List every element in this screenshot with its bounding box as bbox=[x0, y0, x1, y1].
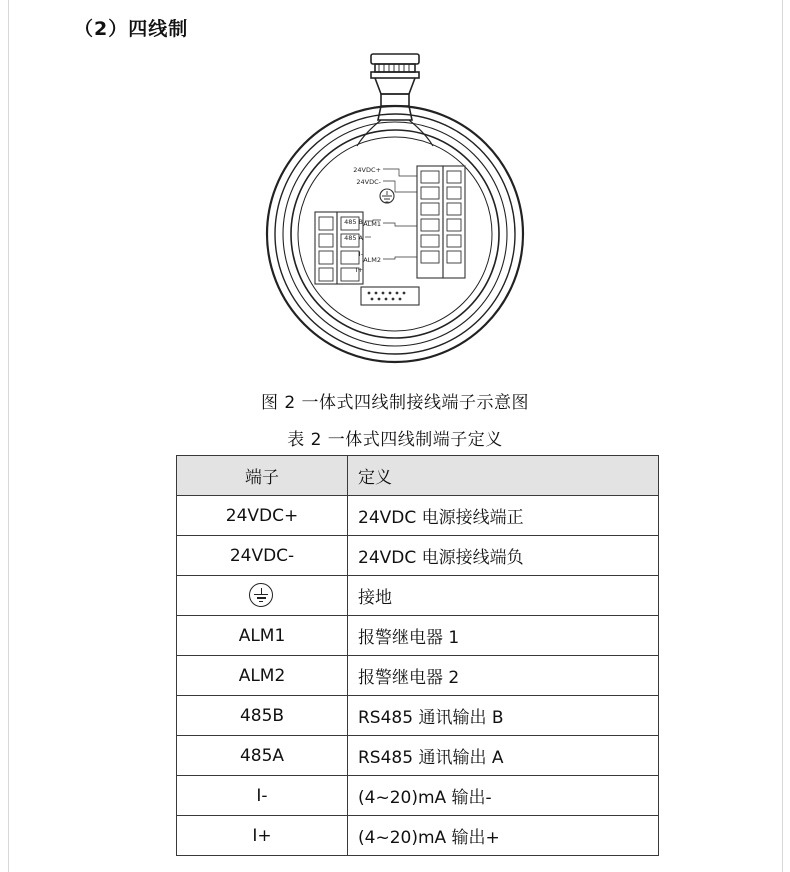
cell-terminal-ground bbox=[177, 576, 348, 616]
cell-terminal: I+ bbox=[177, 816, 348, 856]
table-body bbox=[177, 496, 659, 856]
svg-text:ALM1: ALM1 bbox=[363, 220, 381, 228]
cell-terminal: 485B bbox=[177, 696, 348, 736]
svg-text:24VDC-: 24VDC- bbox=[356, 178, 381, 186]
cell-definition: RS485 通讯输出 A bbox=[348, 736, 659, 776]
table-row bbox=[177, 576, 659, 616]
svg-text:I-: I- bbox=[358, 250, 363, 258]
table-row bbox=[177, 496, 659, 536]
cell-definition: 接地 bbox=[348, 576, 659, 616]
table-row bbox=[177, 696, 659, 736]
svg-text:ALM2: ALM2 bbox=[363, 256, 381, 264]
transmitter-diagram-svg bbox=[185, 44, 605, 384]
cell-terminal: ALM2 bbox=[177, 656, 348, 696]
table-row bbox=[177, 536, 659, 576]
section-heading: （2）四线制 bbox=[74, 18, 189, 40]
cell-terminal: 24VDC+ bbox=[177, 496, 348, 536]
cell-definition: 报警继电器 1 bbox=[348, 616, 659, 656]
table-header-row bbox=[177, 456, 659, 496]
svg-text:485 A: 485 A bbox=[344, 234, 363, 242]
cell-terminal: I- bbox=[177, 776, 348, 816]
svg-text:24VDC+: 24VDC+ bbox=[353, 166, 381, 174]
header-terminal: 端子 bbox=[177, 456, 348, 496]
cell-definition: 报警继电器 2 bbox=[348, 656, 659, 696]
table-row bbox=[177, 816, 659, 856]
figure-caption: 图 2 一体式四线制接线端子示意图 bbox=[260, 393, 530, 413]
header-definition: 定义 bbox=[348, 456, 659, 496]
cell-terminal: 24VDC- bbox=[177, 536, 348, 576]
ground-icon bbox=[249, 583, 275, 609]
table-row bbox=[177, 776, 659, 816]
cell-definition: 24VDC 电源接线端正 bbox=[348, 496, 659, 536]
table-caption: 表 2 一体式四线制端子定义 bbox=[287, 430, 503, 450]
table-row bbox=[177, 616, 659, 656]
cell-terminal: ALM1 bbox=[177, 616, 348, 656]
cell-definition: (4~20)mA 输出- bbox=[348, 776, 659, 816]
svg-text:I+: I+ bbox=[355, 266, 363, 274]
table-row bbox=[177, 656, 659, 696]
cell-definition: RS485 通讯输出 B bbox=[348, 696, 659, 736]
svg-text:485 B: 485 B bbox=[344, 218, 363, 226]
terminal-definition-table bbox=[176, 455, 659, 856]
cell-definition: (4~20)mA 输出+ bbox=[348, 816, 659, 856]
figure-transmitter-terminals bbox=[0, 44, 790, 384]
table-row bbox=[177, 736, 659, 776]
cell-terminal: 485A bbox=[177, 736, 348, 776]
cell-definition: 24VDC 电源接线端负 bbox=[348, 536, 659, 576]
